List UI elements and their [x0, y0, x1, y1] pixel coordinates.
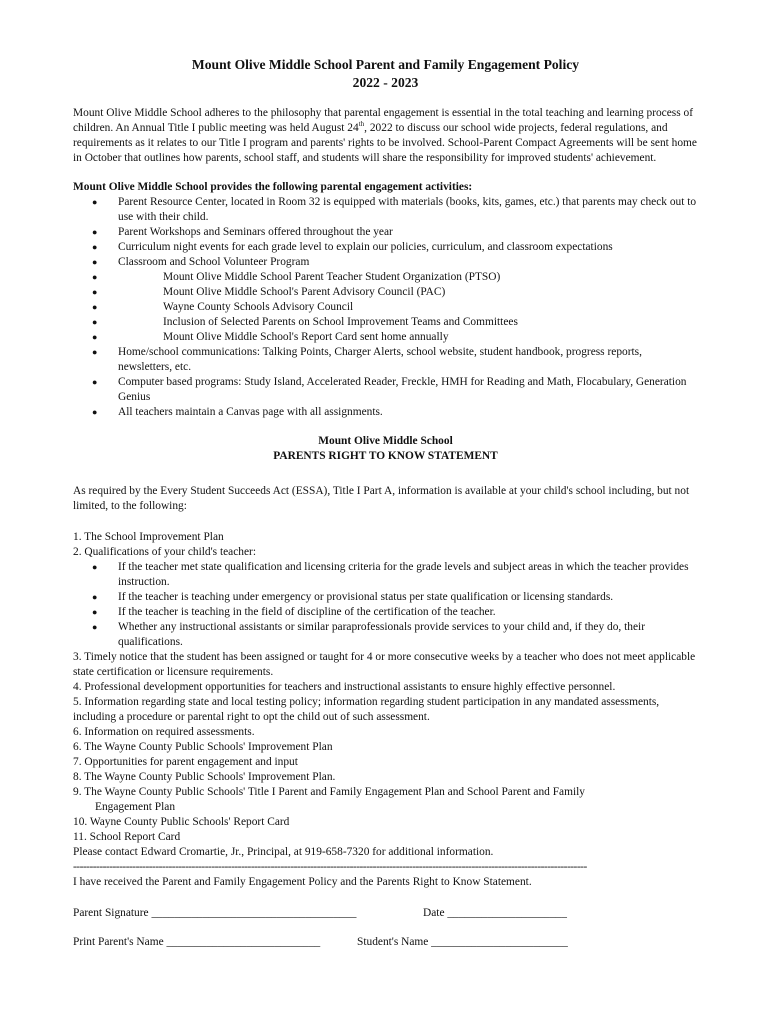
parent-signature-field[interactable]: Parent Signature ____________________________________: [73, 907, 357, 919]
document-title: [73, 56, 698, 92]
contact-line: Please contact Edward Cromartie, Jr., Principal, at 919-658-7320 for additional information.: [73, 846, 494, 858]
rtk-item-7: 7. Opportunities for parent engagement and input: [73, 756, 298, 768]
intro-text-1: Mount Olive Middle School adheres to the philosophy that parental engagement is essential in the total teaching and learning process of children. An Annual Title I public meeting was held August 24: [73, 107, 693, 134]
list-item: ● Whether any instructional assistants or similar paraprofessionals provide services to your child and, if they do, their qualifications.: [73, 620, 698, 650]
list-item: ● Inclusion of Selected Parents on School Improvement Teams and Committees: [73, 315, 698, 330]
list-item: ● Wayne County Schools Advisory Council: [73, 300, 698, 315]
title-year: 2022 - 2023: [352, 75, 419, 90]
rtk-item-3: 3. Timely notice that the student has been assigned or taught for 4 or more consecutive weeks by a teacher who does not meet applicable state certification or licensure requirements.: [73, 651, 696, 678]
list-item: ● Curriculum night events for each grade level to explain our policies, curriculum, and classroom expectations: [73, 240, 698, 255]
list-item: ● Mount Olive Middle School's Report Card sent home annually: [73, 330, 698, 345]
list-item: ● Parent Resource Center, located in Room 32 is equipped with materials (books, kits, games, etc.) that parents may check out to use with their child.: [73, 195, 698, 225]
list-item: ● If the teacher met state qualification and licensing criteria for the grade levels and subject areas in which the teacher provides instruction.: [73, 560, 698, 590]
rtk-item-6b: 6. The Wayne County Public Schools' Improvement Plan: [73, 741, 333, 753]
rtk-item-1: 1. The School Improvement Plan: [73, 531, 224, 543]
list-item: ● Parent Workshops and Seminars offered throughout the year: [73, 225, 698, 240]
rtk-item-5: 5. Information regarding state and local testing policy; information regarding student participation in any mandated assessments, including a procedure or parental right to opt the child out of such assessment.: [73, 696, 660, 723]
rtk-item-2: 2. Qualifications of your child's teacher:: [73, 546, 256, 558]
rtk-item-4: 4. Professional development opportunities for teachers and instructional assistants to ensure highly effective personnel.: [73, 681, 616, 693]
rtk-item-11: 11. School Report Card: [73, 831, 181, 843]
date-field[interactable]: Date _____________________: [423, 907, 567, 919]
rtk-school-name: Mount Olive Middle School: [318, 435, 453, 447]
name-row: [73, 935, 698, 950]
list-item: ● Mount Olive Middle School Parent Teacher Student Organization (PTSO): [73, 270, 698, 285]
print-parent-name-field[interactable]: Print Parent's Name ___________________________: [73, 936, 321, 948]
list-item: ● All teachers maintain a Canvas page with all assignments.: [73, 405, 698, 420]
rtk-item-6a: 6. Information on required assessments.: [73, 726, 255, 738]
list-item: ● Computer based programs: Study Island, Accelerated Reader, Freckle, HMH for Reading and Math, Flocabulary, Generation Genius: [73, 375, 698, 405]
list-item: ● If the teacher is teaching in the field of discipline of the certification of the teacher.: [73, 605, 698, 620]
activities-heading: Mount Olive Middle School provides the following parental engagement activities:: [73, 181, 473, 193]
teacher-qualification-list: [73, 560, 698, 650]
student-name-field[interactable]: Student's Name ________________________: [357, 936, 568, 948]
list-item: ● Classroom and School Volunteer Program: [73, 255, 698, 270]
policy-document: [73, 56, 698, 950]
tear-off-divider: ------------------------------------------------------------------------------------------------------------------------------------------------------------: [73, 861, 587, 873]
rtk-title: PARENTS RIGHT TO KNOW STATEMENT: [273, 450, 498, 462]
rtk-item-9-continued: Engagement Plan: [95, 801, 176, 813]
rtk-item-9: 9. The Wayne County Public Schools' Title I Parent and Family Engagement Plan and School Parent and Family: [73, 786, 585, 798]
rtk-item-8: 8. The Wayne County Public Schools' Improvement Plan.: [73, 771, 336, 783]
intro-text-2: , 2022 to discuss our school wide projects, federal regulations, and requirements as it relates to our Title I program and parents' rights to be involved. School-Parent Compact Agreements will be sent home in October that outlines how parents, school staff, and students will share the responsibility for improved students' achievement.: [73, 122, 697, 164]
list-item: ● If the teacher is teaching under emergency or provisional status per state qualification or licensing standards.: [73, 590, 698, 605]
list-item: ● Mount Olive Middle School's Parent Advisory Council (PAC): [73, 285, 698, 300]
intro-paragraph: [73, 106, 698, 166]
rtk-item-10: 10. Wayne County Public Schools' Report Card: [73, 816, 290, 828]
title-line: Mount Olive Middle School Parent and Family Engagement Policy: [191, 57, 580, 72]
activities-list: [73, 195, 698, 420]
signature-row: [73, 906, 698, 921]
list-item: ● Home/school communications: Talking Points, Charger Alerts, school website, student handbook, progress reports, newsletters, etc.: [73, 345, 698, 375]
acknowledgement-text: I have received the Parent and Family Engagement Policy and the Parents Right to Know Statement.: [73, 876, 532, 888]
intro-superscript: th: [358, 120, 365, 129]
rtk-intro: As required by the Every Student Succeeds Act (ESSA), Title I Part A, information is available at your child's school including, but not limited, to the following:: [73, 485, 690, 512]
